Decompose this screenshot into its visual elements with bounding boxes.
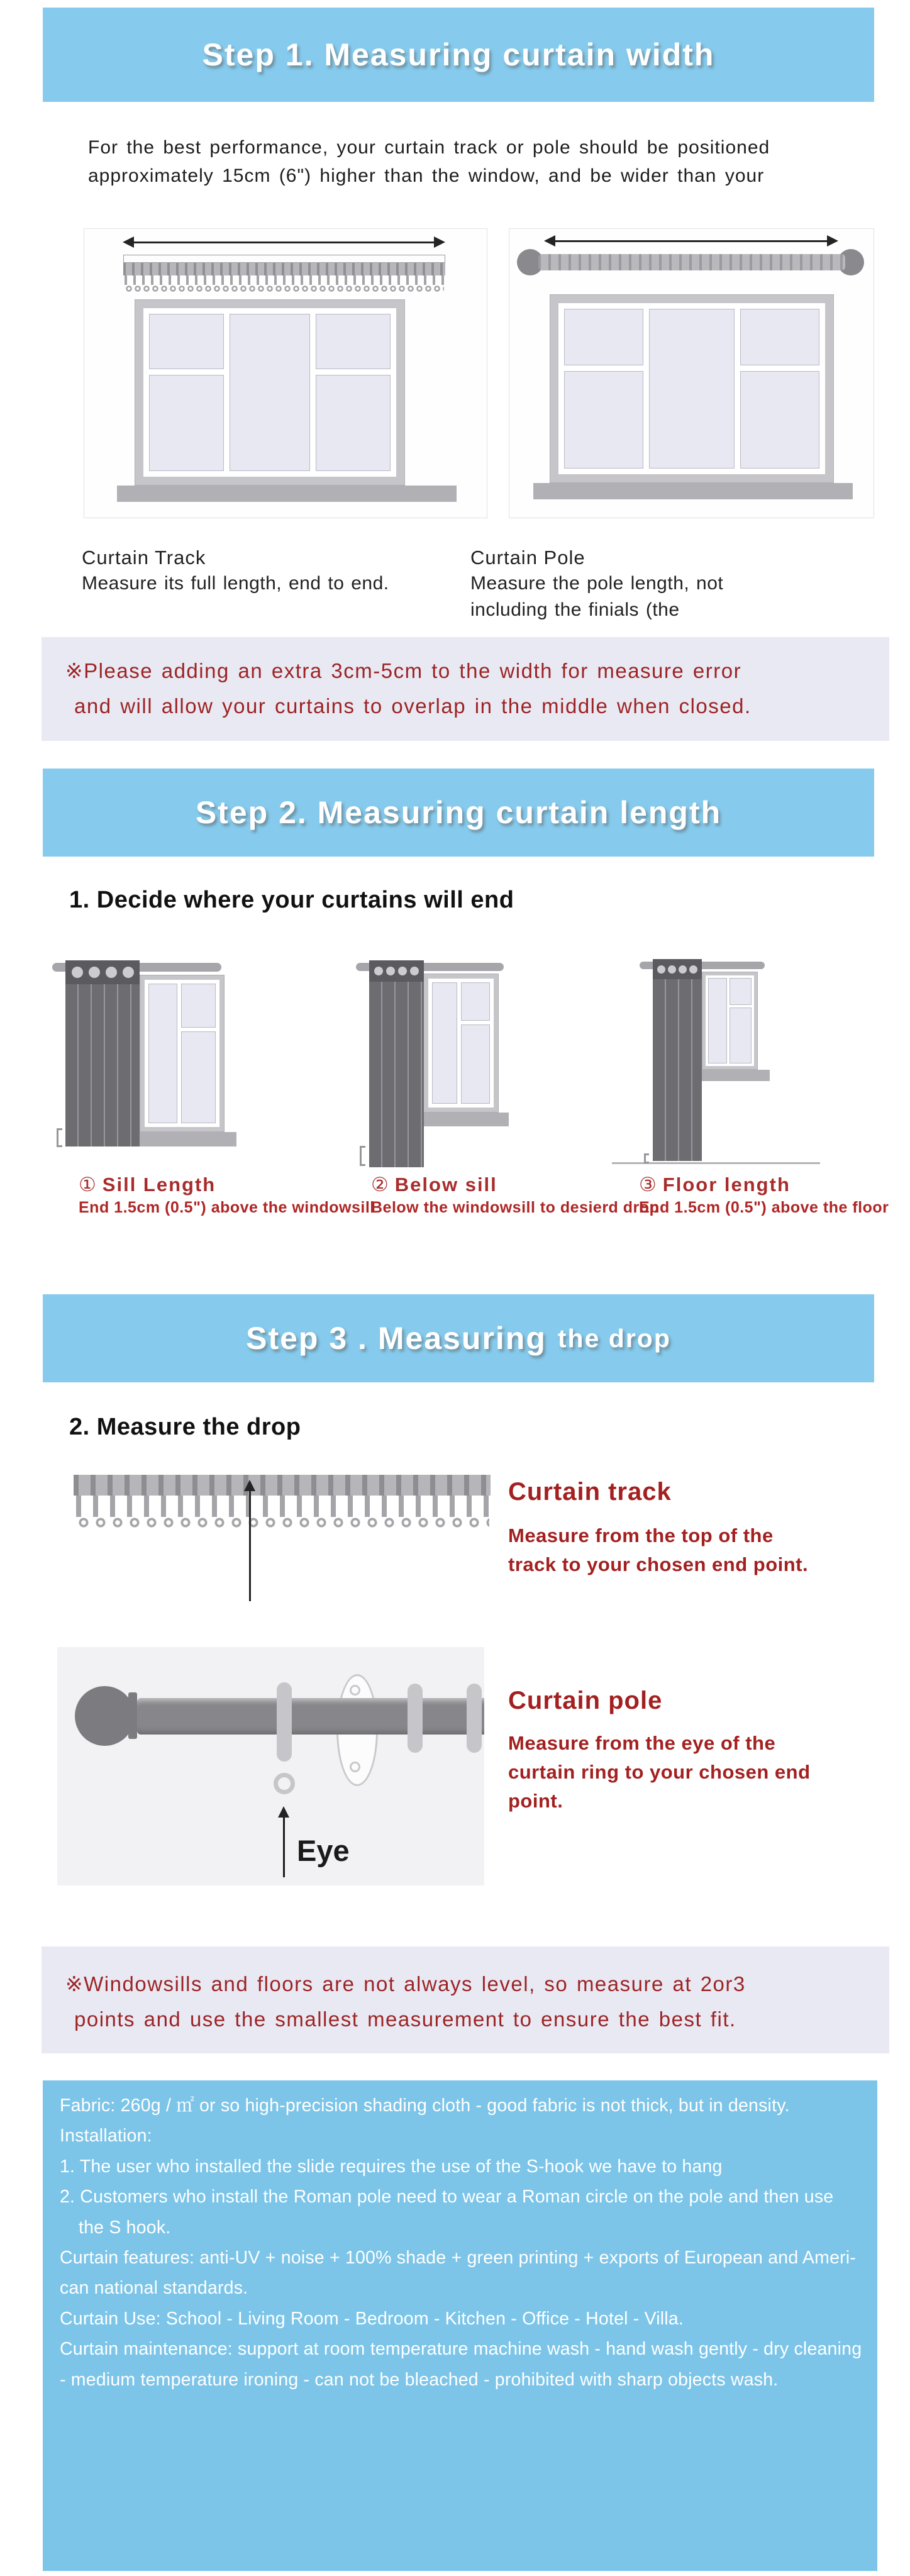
curtain-panel-below-sill [369,960,424,1167]
curtain-grommet-header [369,960,424,982]
pole-drop-desc-line3: point. [508,1790,563,1812]
window-panes [558,303,825,474]
option1-title [79,1174,216,1196]
window-panes [428,979,494,1108]
track-drop-label: Curtain track [508,1478,672,1506]
track-hook-stems [76,1496,489,1517]
window-pane [181,1031,216,1123]
window-illustration [702,972,758,1070]
track-hook-stems [125,275,444,285]
width-double-arrow-icon [133,242,435,243]
track-drop-desc-line2: track to your chosen end point. [508,1553,809,1575]
curtain-ring-with-eye [277,1682,292,1762]
up-arrow-icon [249,1491,251,1601]
info-install-2b: the S hook. [79,2217,171,2238]
grommet-icon [386,967,395,975]
curtain-panel-floor-length [653,959,702,1161]
window-pane [708,978,727,1063]
option3-desc: End 1.5cm (0.5") above the floor [639,1199,889,1216]
pole-drop-desc-line1: Measure from the eye of the [508,1732,776,1754]
windowsill [691,1070,770,1081]
bracket-screw-icon [350,1685,360,1696]
level-note [42,1946,889,2053]
curtain-track-label: Curtain Track [82,547,206,569]
info-install-2: 2. Customers who install the Roman pole need to wear a Roman circle on the pole and then use [60,2187,834,2207]
curtain-track-illustration [84,228,487,518]
window-pane [316,314,391,369]
info-fabric: Fabric: 260g / ㎡ or so high-precision shading cloth - good fabric is not thick, but in density. [60,2096,790,2116]
curtain-pole-bar [538,254,845,270]
window-pane [149,375,224,471]
track-hook-eyes [76,1517,489,1530]
up-arrow-icon [283,1817,285,1877]
window-pane [230,314,310,471]
option3-title-text: Floor length [662,1174,791,1196]
curtain-panel-sill-length [65,960,140,1146]
eye-label: Eye [297,1834,350,1867]
option1-desc: End 1.5cm (0.5") above the windowsill [79,1199,375,1216]
width-double-arrow-icon [555,240,828,242]
track-casing [123,255,445,263]
step1-intro [88,133,910,190]
option2-title [371,1174,497,1196]
window-panes [143,308,396,477]
width-note-line2: and will allow your curtains to overlap in the middle when closed. [74,694,752,718]
grommet-icon [123,967,134,978]
option3-title [639,1174,791,1196]
track-hook-eyes [125,285,444,292]
option3-number: ③ [639,1174,658,1196]
step1-intro-line1: For the best performance, your curtain track or pole should be positioned [88,137,770,158]
step3-banner-subtitle: the drop [557,1323,671,1353]
window-pane [730,1008,752,1063]
curtain-ring [467,1684,482,1753]
window-illustration [140,975,225,1132]
window-pane [316,375,391,471]
info-features-2: can national standards. [60,2278,248,2299]
ring-eye-icon [274,1773,295,1794]
info-installation: Installation: [60,2126,152,2146]
grommet-icon [398,967,407,975]
info-maintenance: Curtain maintenance: support at room temperature machine wash - hand wash gently - dry cleaning [60,2339,862,2360]
level-note-line2: points and use the smallest measurement to ensure the best fit. [74,2007,736,2031]
product-info-panel [43,2080,877,2571]
window-pane [564,371,643,469]
grommet-icon [106,967,117,978]
option1-title-text: Sill Length [102,1174,216,1196]
option2-title-text: Below sill [394,1174,497,1196]
pole-drop-label: Curtain pole [508,1687,663,1714]
grommet-icon [72,967,83,978]
step2-heading: 1. Decide where your curtains will end [69,887,514,913]
window-pane [740,309,819,365]
window-panes [706,975,754,1066]
window-pane [649,309,735,469]
step3-banner-title: Step 3 . Measuring [246,1321,547,1356]
measure-bracket-icon [360,1146,365,1166]
windowsill [117,486,457,502]
step2-banner-title: Step 2. Measuring curtain length [195,795,722,830]
grommet-icon [679,965,687,974]
step3-heading: 2. Measure the drop [69,1414,301,1440]
pole-drop-desc-line2: curtain ring to your chosen end [508,1761,811,1783]
curtain-track-bar [74,1475,491,1496]
bracket-screw-icon [350,1762,360,1772]
curtain-grommet-header [65,960,140,984]
window-panes [145,980,219,1127]
step2-banner [43,769,874,857]
pole-finial-ball [75,1686,135,1746]
curtain-pole-desc-line1: Measure the pole length, not [470,573,724,594]
level-note-line1: ※Windowsills and floors are not always level, so measure at 2or3 [65,1972,746,1996]
floor-line [612,1162,820,1164]
step3-banner [43,1294,874,1382]
window-pane [730,978,752,1005]
info-maintenance-2: - medium temperature ironing - can not be bleached - prohibited with sharp objects wash. [60,2369,779,2390]
window-pane [461,1024,490,1104]
step1-banner [43,8,874,102]
window-pane [461,982,490,1021]
window-illustration [423,974,499,1113]
window-pane [432,982,457,1104]
window-pane [564,309,643,365]
pole-finial-collar [128,1692,137,1739]
measure-bracket-icon [644,1153,649,1163]
curtain-pole-illustration [509,228,874,518]
info-features: Curtain features: anti-UV + noise + 100% shade + green printing + exports of European and Ameri- [60,2248,857,2268]
info-install-1: 1. The user who installed the slide requires the use of the S-hook we have to hang [60,2156,723,2177]
grommet-icon [668,965,676,974]
window-illustration [550,294,834,483]
curtain-track-desc: Measure its full length, end to end. [82,573,389,594]
option2-number: ② [371,1174,390,1196]
windowsill [533,483,853,499]
window-pane [148,984,177,1123]
curtain-ring [408,1684,423,1753]
grommet-icon [374,967,383,975]
curtain-pole-label: Curtain Pole [470,547,585,569]
curtain-grommet-header [653,959,702,979]
info-use: Curtain Use: School - Living Room - Bedroom - Kitchen - Office - Hotel - Villa. [60,2308,684,2329]
curtain-track-bar [123,263,445,275]
window-pane [740,371,819,469]
grommet-icon [657,965,665,974]
grommet-icon [689,965,697,974]
pole-drop-illustration [57,1647,484,1885]
measure-bracket-icon [57,1128,62,1147]
step1-banner-title: Step 1. Measuring curtain width [202,37,715,72]
grommet-icon [89,967,100,978]
option2-desc: Below the windowsill to desierd drop [371,1199,660,1216]
grommet-icon [410,967,419,975]
window-pane [181,984,216,1028]
track-drop-desc-line1: Measure from the top of the [508,1524,774,1546]
curtain-pole-desc-line2: including the finials (the [470,599,680,620]
width-note [42,637,889,741]
option1-number: ① [79,1174,97,1196]
window-pane [149,314,224,369]
width-note-line1: ※Please adding an extra 3cm-5cm to the width for measure error [65,659,742,682]
window-illustration [135,299,405,486]
curtain-pole-bar [137,1698,484,1735]
step1-intro-line2: approximately 15cm (6") higher than the window, and be wider than your [88,165,765,186]
